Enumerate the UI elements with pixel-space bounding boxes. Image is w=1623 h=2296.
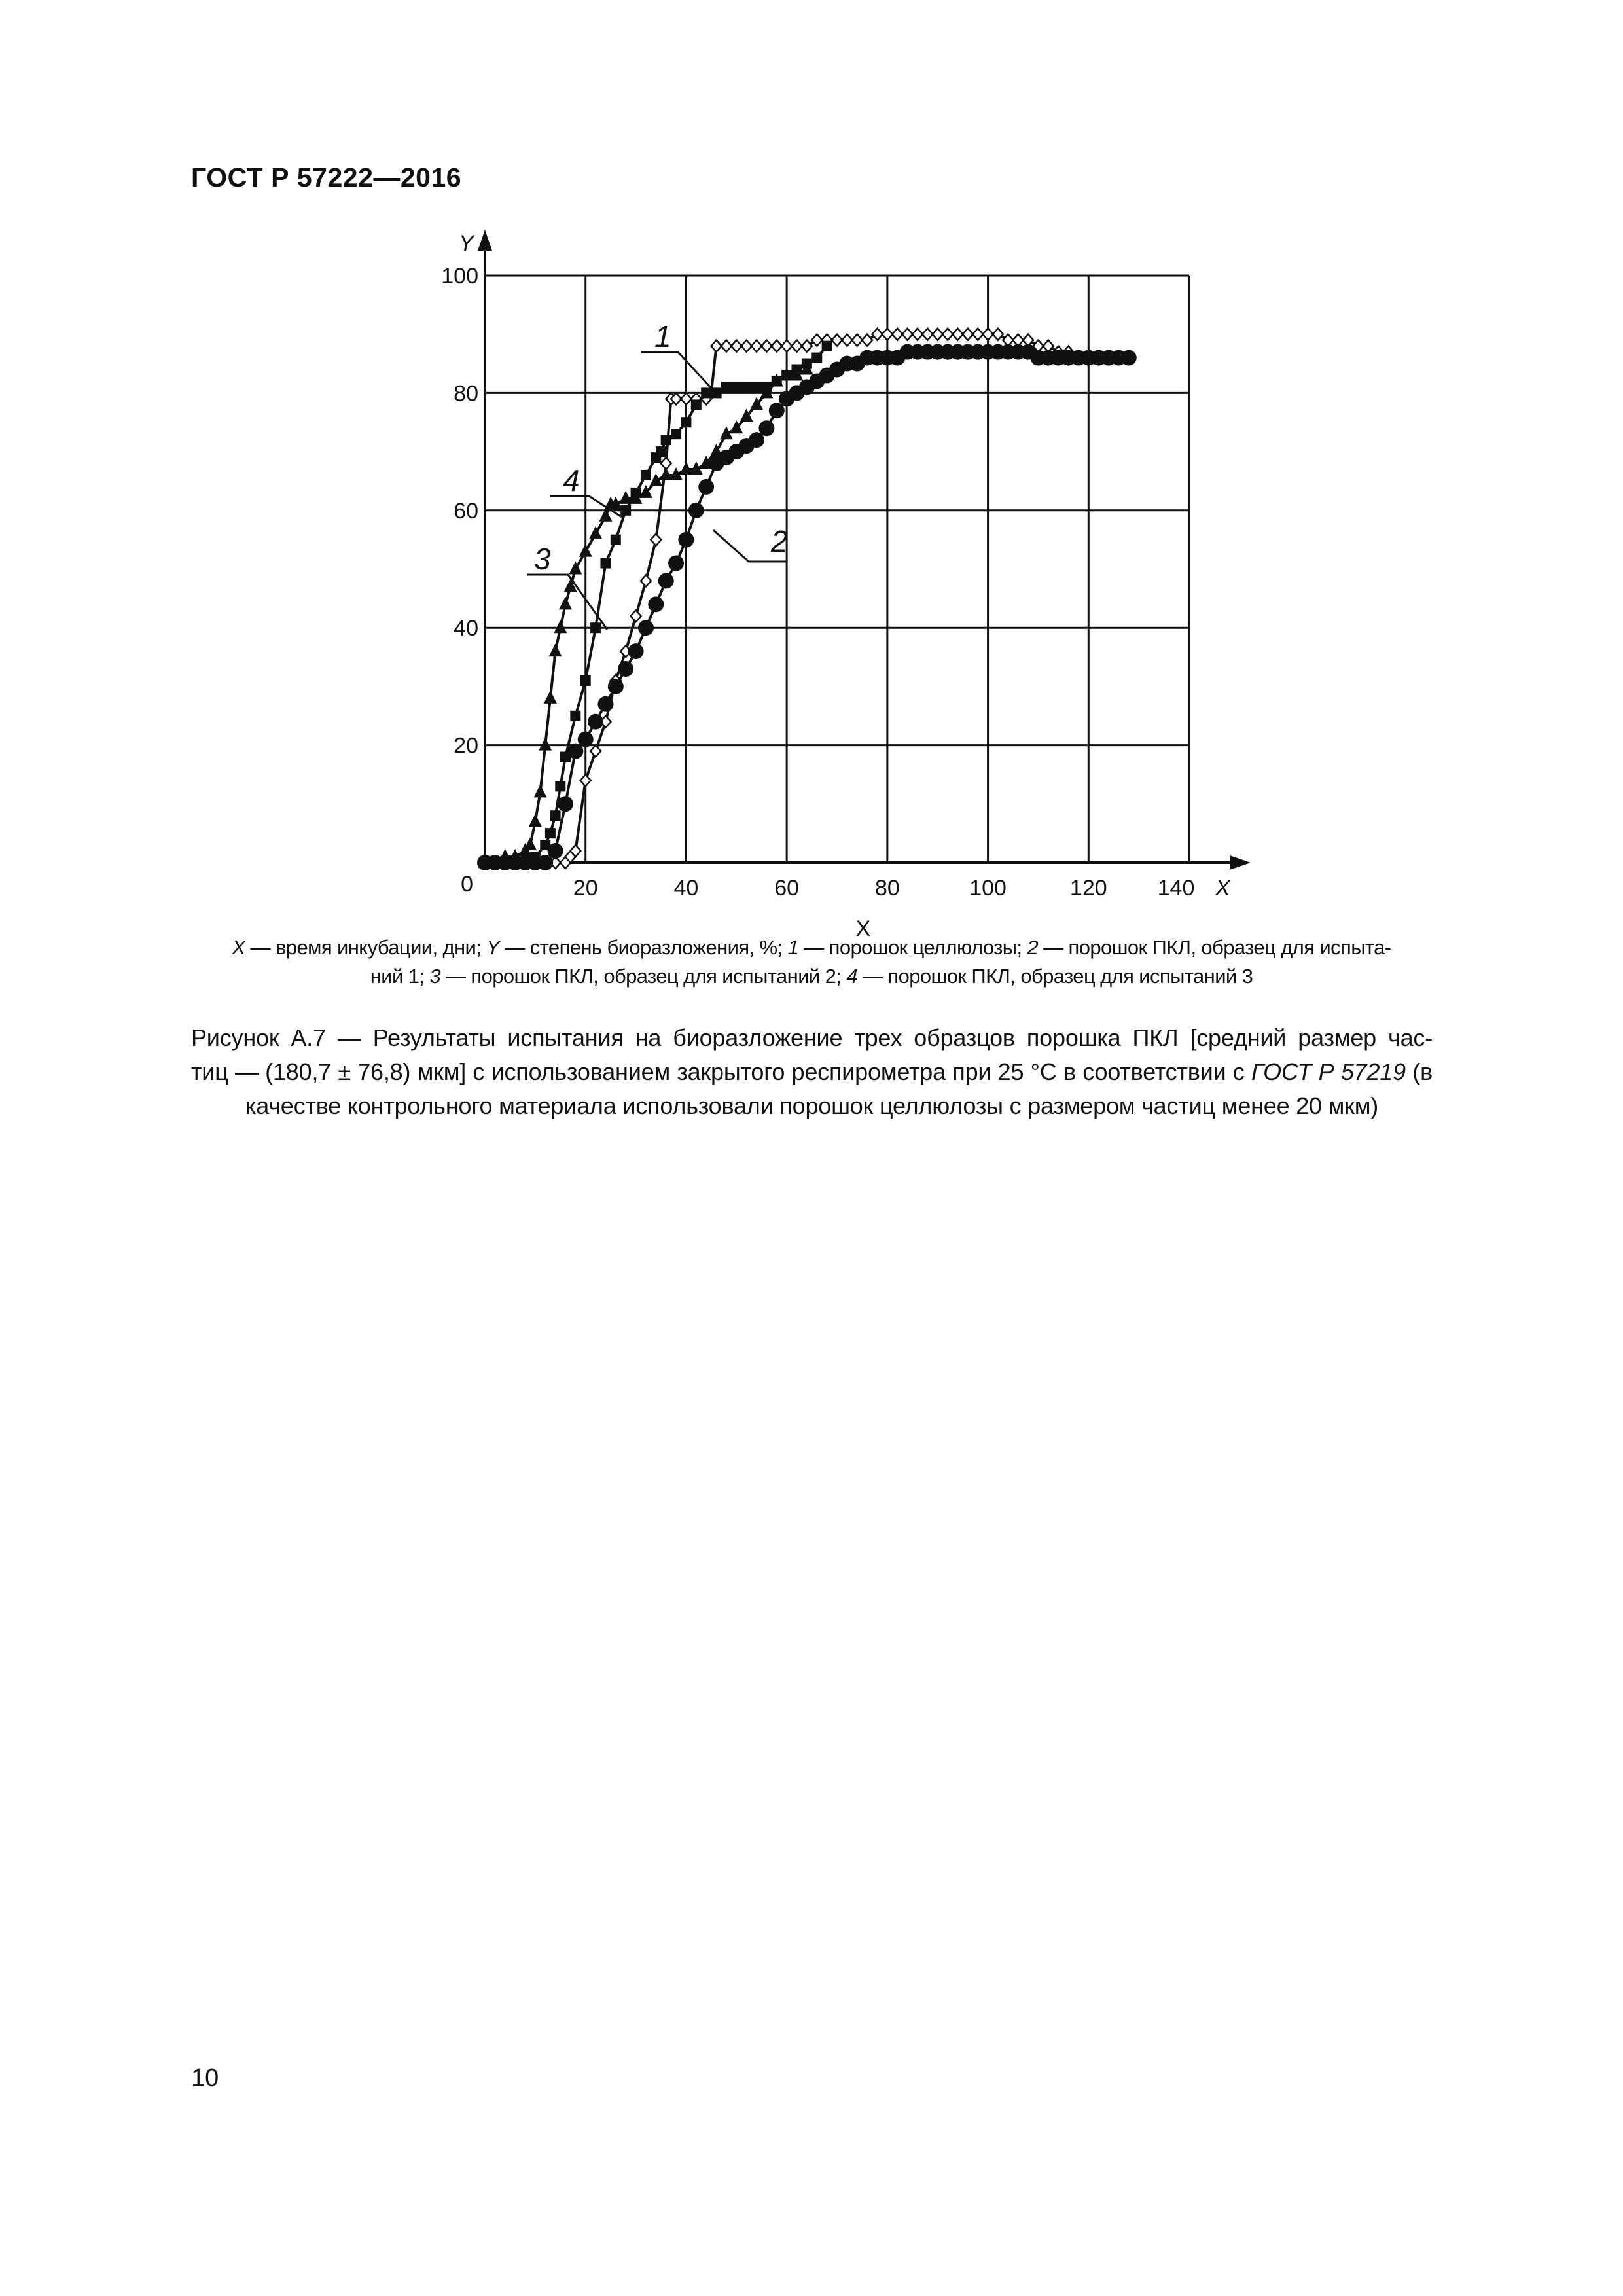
series-2-point-15: [628, 643, 644, 659]
series-3-point-12: [580, 675, 591, 686]
series-3-point-18: [641, 470, 651, 480]
series-3-point-26: [711, 387, 722, 398]
series-1-point-49: [942, 329, 953, 340]
x-axis-bottom-label: X: [855, 916, 871, 941]
series-3-point-14: [600, 558, 611, 569]
series-2-point-22: [698, 479, 714, 495]
callout-label-4: 4: [563, 463, 580, 497]
series-2-point-64: [1121, 350, 1137, 366]
series-1-line: [485, 334, 1129, 863]
legend-series-1-description: — порошок целлюлозы;: [798, 936, 1027, 959]
series-1-point-53: [983, 329, 993, 340]
series-1-point-36: [812, 334, 822, 346]
legend-series-2-description-end: ний 1;: [370, 965, 430, 988]
series-4-point-5: [524, 837, 537, 850]
series-2-point-16: [638, 620, 654, 636]
series-1-point-44: [892, 329, 902, 340]
caption-line-3: качестве контрольного материала использовали порошок целлюлозы с размером частиц менее 20 мкм): [245, 1092, 1379, 1119]
x-tick-label-2: 60: [774, 876, 800, 901]
series-1-point-11: [580, 774, 591, 786]
series-3-point-27: [721, 382, 732, 392]
series-1-point-34: [792, 340, 802, 352]
series-1-point-43: [882, 329, 893, 340]
legend-series-2-number: 2: [1027, 936, 1039, 959]
y-tick-label-4: 100: [441, 264, 478, 289]
series-3-point-15: [611, 535, 621, 545]
series-1-point-27: [721, 340, 732, 352]
series-2-line: [485, 352, 1129, 863]
legend-y-description: — степень биоразложения, %;: [499, 936, 788, 959]
biodegradation-chart: [0, 0, 1623, 942]
series-1-point-52: [972, 329, 983, 340]
y-tick-label-1: 40: [454, 616, 478, 641]
series-3-point-9: [555, 781, 565, 791]
legend-series-2-description: — порошок ПКЛ, образец для испыта-: [1038, 936, 1391, 959]
series-1-point-40: [852, 334, 863, 346]
chart-axes: [478, 230, 1251, 870]
series-3-point-13: [590, 622, 601, 633]
series-1-point-38: [832, 334, 842, 346]
legend-series-3-number: 3: [429, 965, 440, 988]
x-tick-label-1: 40: [673, 876, 699, 901]
series-4-point-12: [559, 596, 572, 609]
series-1-point-47: [922, 329, 933, 340]
callout-label-3: 3: [534, 542, 551, 576]
x-tick-label-3: 80: [874, 876, 900, 901]
series-3-point-11: [570, 711, 580, 721]
legend-series-3-description: — порошок ПКЛ, образец для испытаний 2;: [440, 965, 847, 988]
legend-x-symbol: X: [232, 936, 245, 959]
series-3-point-28: [731, 382, 741, 392]
series-3-point-21: [661, 435, 671, 445]
figure-legend-line-2: [190, 962, 1433, 991]
series-1-point-26: [711, 340, 722, 352]
series-4-point-9: [544, 691, 557, 704]
series-2-point-12: [597, 696, 613, 712]
legend-series-1-number: 1: [787, 936, 799, 959]
series-4-point-8: [539, 738, 552, 751]
figure-caption: [191, 1021, 1433, 1123]
y-axis-letter: Y: [459, 231, 474, 256]
series-3-point-36: [812, 353, 822, 363]
callout-label-2: 2: [771, 524, 788, 558]
series-1-point-41: [862, 334, 872, 346]
series-1-point-39: [842, 334, 852, 346]
figure-legend: [190, 933, 1433, 991]
y-tick-label-0: 20: [454, 733, 478, 759]
caption-line-2: [191, 1055, 1433, 1089]
series-2-point-28: [758, 420, 774, 436]
legend-series-4-number: 4: [846, 965, 857, 988]
series-2-point-20: [678, 532, 694, 548]
series-4-point-7: [534, 784, 547, 797]
series-2-point-7: [548, 843, 563, 859]
series-4-point-10: [549, 643, 562, 656]
series-1-point-30: [751, 340, 762, 352]
series-1-point-16: [631, 610, 641, 622]
series-1-point-28: [731, 340, 741, 352]
caption-line-2-start: тиц — (180,7 ± 76,8) мкм] с использованием закрытого респирометра при 25 °C в соответствии с: [191, 1058, 1251, 1085]
series-1: [480, 329, 1134, 869]
series-3-point-22: [671, 429, 681, 439]
series-2: [477, 344, 1137, 870]
legend-y-symbol: Y: [486, 936, 500, 959]
series-1-point-22: [681, 393, 691, 404]
series-1-point-51: [963, 329, 973, 340]
series-3-point-30: [751, 382, 762, 392]
series-2-point-14: [618, 661, 633, 677]
x-axis-arrow: [1230, 855, 1251, 870]
series-4-point-11: [554, 620, 567, 633]
series-1-point-46: [912, 329, 923, 340]
series-3-point-16: [620, 505, 631, 516]
series-3-point-29: [741, 382, 752, 392]
series-2-point-10: [578, 732, 594, 747]
chart-series: [477, 329, 1137, 870]
callout-label-1: 1: [654, 319, 671, 353]
y-axis-arrow: [478, 230, 492, 251]
series-3-point-8: [550, 810, 561, 821]
series-1-point-42: [872, 329, 882, 340]
caption-line-1: Рисунок А.7 — Результаты испытания на биоразложение трех образцов порошка ПКЛ [средний размер час-: [191, 1024, 1433, 1051]
page-number: 10: [191, 2064, 219, 2092]
caption-standard-reference: ГОСТ Р 57219: [1251, 1058, 1406, 1085]
series-3-point-25: [701, 387, 711, 398]
series-3-point-20: [656, 446, 666, 457]
document-header: ГОСТ Р 57222—2016: [191, 162, 462, 192]
series-2-point-18: [658, 573, 674, 588]
series-1-point-35: [802, 340, 812, 352]
series-2-point-19: [668, 556, 684, 571]
series-1-point-18: [651, 534, 661, 546]
legend-x-description: — время инкубации, дни;: [245, 936, 487, 959]
series-1-point-29: [741, 340, 752, 352]
series-1-point-12: [590, 745, 601, 757]
series-1-point-31: [761, 340, 772, 352]
series-4-point-6: [529, 814, 542, 827]
series-1-point-54: [993, 329, 1003, 340]
series-2-point-13: [608, 679, 624, 694]
series-2-point-17: [648, 596, 664, 612]
x-tick-label-6: 140: [1157, 876, 1195, 901]
series-3-point-24: [691, 399, 702, 410]
series-1-point-32: [772, 340, 782, 352]
x-tick-label-0: 20: [573, 876, 598, 901]
y-tick-label-3: 80: [454, 381, 478, 406]
series-1-point-48: [933, 329, 943, 340]
x-tick-label-4: 100: [969, 876, 1007, 901]
x-tick-label-5: 120: [1069, 876, 1107, 901]
legend-series-4-description: — порошок ПКЛ, образец для испытаний 3: [857, 965, 1253, 988]
series-1-point-50: [952, 329, 963, 340]
y-tick-label-2: 60: [454, 498, 478, 524]
series-2-point-21: [688, 503, 704, 518]
series-3-point-23: [681, 417, 691, 427]
series-3-point-7: [545, 828, 556, 838]
series-1-point-45: [902, 329, 913, 340]
caption-line-2-end: (в: [1405, 1058, 1433, 1085]
series-1-point-33: [781, 340, 792, 352]
figure-legend-line-1: [190, 933, 1433, 962]
x-axis-letter: X: [1215, 876, 1230, 901]
series-2-point-8: [558, 796, 573, 812]
origin-label: 0: [461, 872, 473, 897]
callout-leader-1: [641, 352, 711, 387]
series-3-point-37: [822, 341, 832, 351]
series-2-point-11: [588, 714, 603, 730]
series-1-point-17: [641, 575, 651, 586]
